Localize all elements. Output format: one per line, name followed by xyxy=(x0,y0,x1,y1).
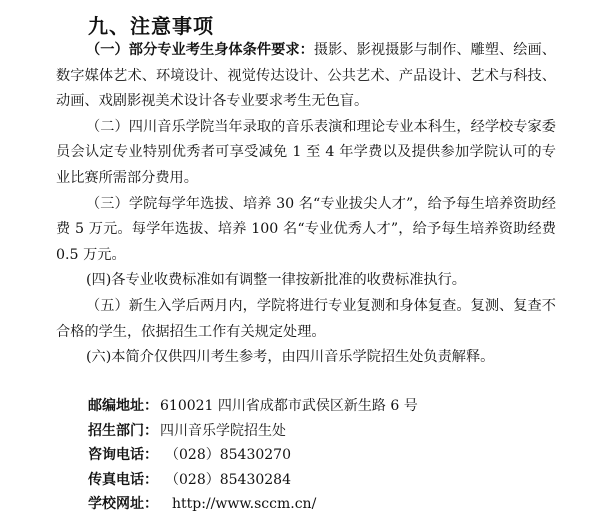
postcode-label: 邮编地址： xyxy=(88,398,158,414)
notice-item-1-prefix: （一） xyxy=(86,42,129,58)
notice-item-4-text: 各专业收费标准如有调整一律按新批准的收费标准执行。 xyxy=(111,272,466,289)
dept-label: 招生部门： xyxy=(88,422,158,439)
phone-value: （028）85430270 xyxy=(172,447,291,463)
notice-item-6 xyxy=(56,345,556,371)
postcode-value: 610021 四川省成都市武侯区新生路 6 号 xyxy=(160,398,418,414)
notice-item-4 xyxy=(56,268,556,294)
notice-item-6-prefix: (六) xyxy=(86,349,112,366)
notice-item-4-prefix: (四) xyxy=(86,272,112,289)
dept-value: 四川音乐学院招生处 xyxy=(160,422,286,439)
notice-item-5-prefix: （五） xyxy=(86,297,129,314)
notice-item-3-prefix: （三） xyxy=(86,195,129,212)
contact-fax-row xyxy=(88,468,568,493)
website-link[interactable]: http://www.sccm.cn/ xyxy=(172,496,317,512)
fax-value: （028）85430284 xyxy=(172,471,291,488)
web-label: 学校网址： xyxy=(88,496,158,512)
section-title: 九、注意事项 xyxy=(88,14,214,38)
notice-item-6-text: 本简介仅供四川考生参考，由四川音乐学院招生处负责解释。 xyxy=(111,349,495,366)
notice-item-1-text: 摄影、影视摄影与制作、雕塑、绘画、数字媒体艺术、环境设计、视觉传达设计、公共艺术、产品设计、艺术与科技、动画、戏剧影视美术设计各专业要求考生无色盲。 xyxy=(56,42,556,110)
notice-list xyxy=(56,38,556,371)
notice-item-2-prefix: （二） xyxy=(86,118,129,135)
notice-item-5 xyxy=(56,294,556,345)
contact-info xyxy=(88,394,568,517)
notice-item-3-text: 学院每学年选拔、培养 30 名“专业拔尖人才”，给予每生培养资助经费 5 万元。每学年选拔、培养 100 名“专业优秀人才”，给予每生培养资助经费 0.5 万元。 xyxy=(56,195,556,263)
notice-item-2 xyxy=(56,115,556,192)
notice-item-2-text: 四川音乐学院当年录取的音乐表演和理论专业本科生，经学校专家委员会认定专业特别优秀者可享受减免 1 至 4 年学费以及提供参加学院认可的专业比赛所需部分费用。 xyxy=(56,118,556,186)
notice-item-3 xyxy=(56,192,556,269)
notice-item-5-text: 新生入学后两月内，学院将进行专业复测和身体复查。复测、复查不合格的学生，依据招生工作有关规定处理。 xyxy=(56,297,556,340)
fax-label: 传真电话： xyxy=(88,471,158,488)
contact-postcode-row xyxy=(88,394,568,419)
phone-label: 咨询电话： xyxy=(88,447,158,463)
notice-item-1-heading: 部分专业考生身体条件要求： xyxy=(128,42,314,58)
contact-phone-row xyxy=(88,443,568,468)
contact-dept-row xyxy=(88,419,568,444)
contact-web-row xyxy=(88,492,568,517)
notice-item-1 xyxy=(56,38,556,115)
